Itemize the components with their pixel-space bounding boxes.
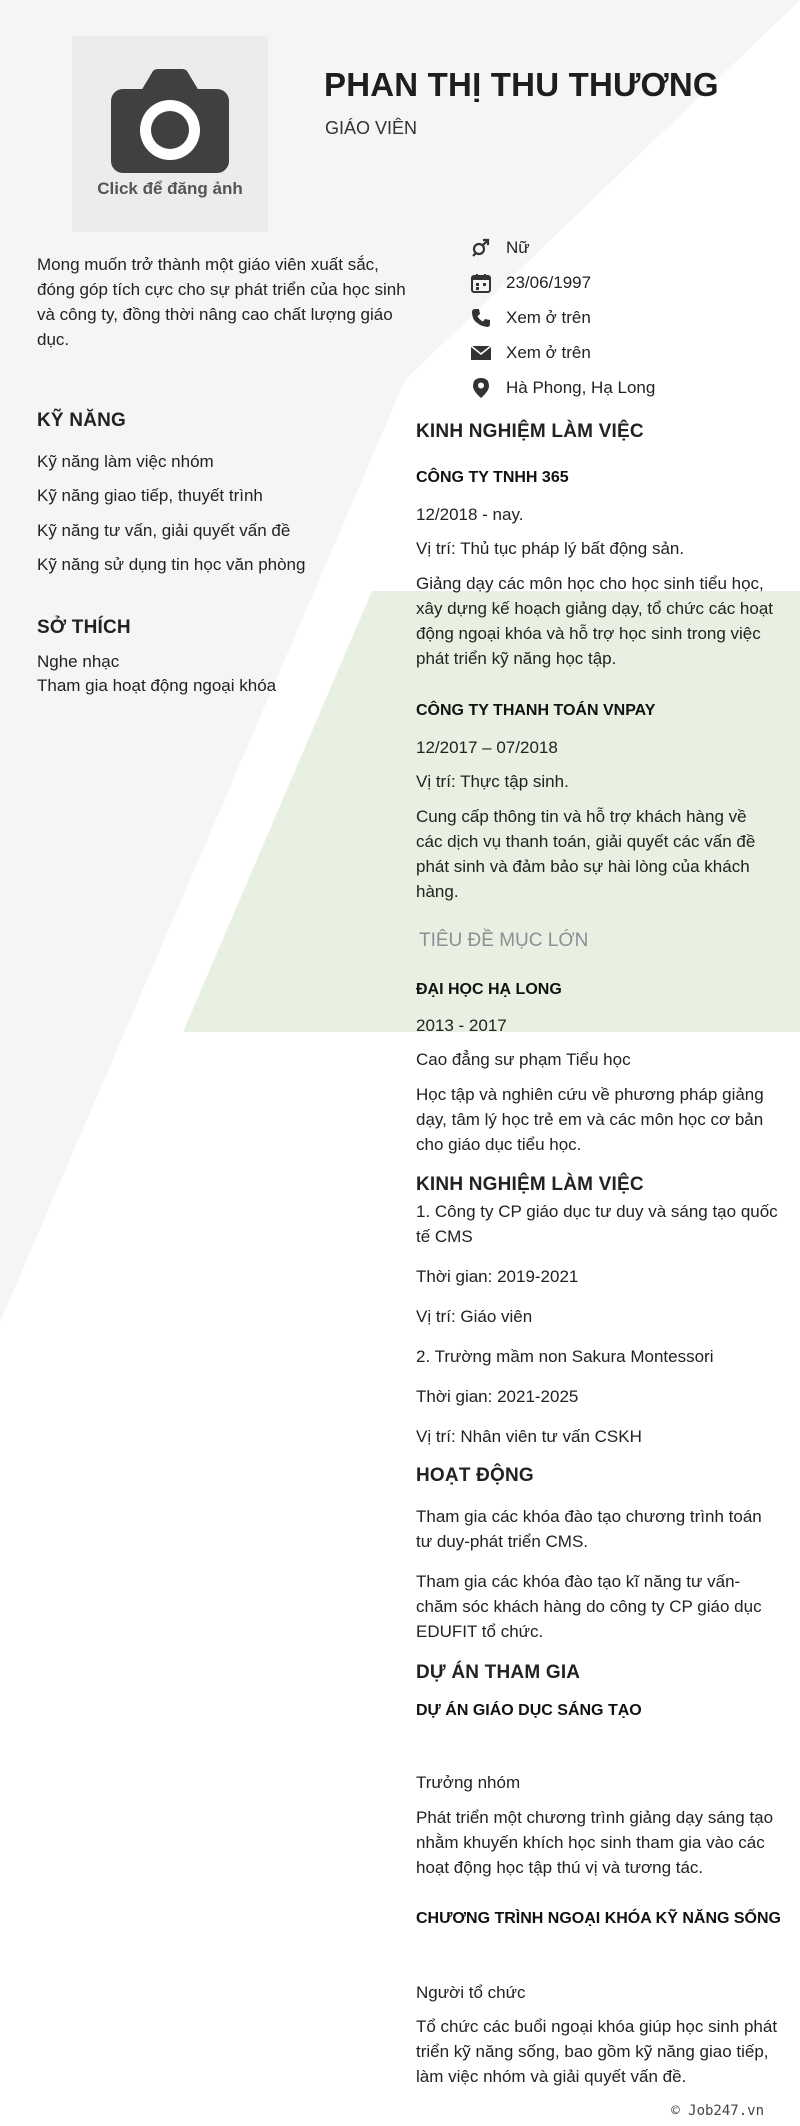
skill-item: Kỹ năng sử dụng tin học văn phòng [37,555,306,574]
job-title: GIÁO VIÊN [325,118,418,138]
contact-phone [470,300,790,335]
contact-phone-value[interactable]: Xem ở trên [506,307,591,327]
email-icon [470,342,492,364]
activity-item: Tham gia các khóa đào tạo chương trình toán tư duy-phát triển CMS. [416,1507,762,1551]
education-description: Học tập và nghiên cứu về phương pháp giảng dạy, tâm lý học trẻ em và các môn học cơ bản cho giáo dục tiểu học. [416,1085,764,1154]
contact-birthday-value: 23/06/1997 [506,272,592,292]
location-icon [470,377,492,399]
activities-heading: HOẠT ĐỘNG [416,1465,534,1486]
hobby-item: Nghe nhạc [37,652,120,671]
job-company: CÔNG TY THANH TOÁN VNPAY [416,702,656,719]
skills-heading: KỸ NĂNG [37,410,127,431]
hobby-item: Tham gia hoạt động ngoại khóa [37,676,277,695]
project-name: CHƯƠNG TRÌNH NGOẠI KHÓA KỸ NĂNG SỐNG [416,1910,781,1927]
experience2-line: 1. Công ty CP giáo dục tư duy và sáng tạo quốc tế CMS [416,1202,778,1246]
education-period: 2013 - 2017 [416,1016,507,1035]
photo-upload-label: Click để đăng ảnh [97,179,243,198]
project-description: Phát triển một chương trình giảng dạy sáng tạo nhằm khuyến khích học sinh tham gia vào các hoạt động học tập thú vị và tương tác. [416,1808,774,1877]
projects-heading: DỰ ÁN THAM GIA [416,1662,581,1683]
experience-heading: KINH NGHIỆM LÀM VIỆC [416,421,644,442]
project-role: Người tổ chức [416,1983,526,2002]
job-description: Giảng dạy các môn học cho học sinh tiểu học, xây dựng kế hoạch giảng dạy, tổ chức các hoạt động ngoại khóa và hỗ trợ học sinh trong việc phát triển kỹ năng học tập. [416,574,773,668]
photo-upload[interactable] [72,36,268,232]
experience2-heading: KINH NGHIỆM LÀM VIỆC [416,1174,644,1195]
job-company: CÔNG TY TNHH 365 [416,469,569,486]
project-role: Trưởng nhóm [416,1773,521,1792]
footer-credit[interactable]: © Job247.vn [671,2103,764,2119]
contact-address-value: Hà Phong, Hạ Long [506,377,656,397]
education-heading: TIÊU ĐỀ MỤC LỚN [419,930,589,951]
skill-item: Kỹ năng làm việc nhóm [37,452,214,471]
calendar-icon [470,272,492,294]
contact-gender [470,230,790,265]
contact-birthday [470,265,790,300]
hobbies-heading: SỞ THÍCH [37,617,131,638]
contact-email [470,335,790,370]
experience2-line: 2. Trường mầm non Sakura Montessori [416,1347,714,1366]
job-position: Vị trí: Thủ tục pháp lý bất động sản. [416,539,685,558]
job-period: 12/2018 - nay. [416,505,524,524]
skill-item: Kỹ năng tư vấn, giải quyết vấn đề [37,521,291,540]
skill-item: Kỹ năng giao tiếp, thuyết trình [37,486,263,505]
experience2-line: Vị trí: Giáo viên [416,1307,533,1326]
education-degree: Cao đẳng sư phạm Tiểu học [416,1050,631,1069]
contact-address [470,370,790,405]
job-period: 12/2017 – 07/2018 [416,738,558,757]
candidate-name: PHAN THỊ THU THƯƠNG [324,66,719,103]
project-description: Tổ chức các buổi ngoại khóa giúp học sinh phát triển kỹ năng sống, bao gồm kỹ năng giao tiếp, làm việc nhóm và giải quyết vấn đề. [416,2017,778,2086]
job-description: Cung cấp thông tin và hỗ trợ khách hàng về các dịch vụ thanh toán, giải quyết các vấn đề phát sinh và đảm bảo sự hài lòng của khách hàng. [416,807,756,901]
gender-icon [470,237,492,259]
contact-list [470,230,790,405]
experience2-line: Thời gian: 2019-2021 [416,1267,579,1286]
project-name: DỰ ÁN GIÁO DỤC SÁNG TẠO [416,1702,642,1719]
camera-icon [111,69,229,173]
contact-gender-value: Nữ [506,237,530,257]
experience2-line: Vị trí: Nhân viên tư vấn CSKH [416,1427,642,1446]
phone-icon [470,307,492,329]
activity-item: Tham gia các khóa đào tạo kĩ năng tư vấn-chăm sóc khách hàng do công ty CP giáo dục EDUFIT tổ chức. [416,1572,762,1641]
contact-email-value[interactable]: Xem ở trên [506,342,591,362]
education-school: ĐẠI HỌC HẠ LONG [416,981,562,998]
job-position: Vị trí: Thực tập sinh. [416,772,569,791]
experience2-line: Thời gian: 2021-2025 [416,1387,579,1406]
career-objective: Mong muốn trở thành một giáo viên xuất sắc, đóng góp tích cực cho sự phát triển của học sinh và công ty, đồng thời nâng cao chất lượng giáo dục. [37,255,406,349]
